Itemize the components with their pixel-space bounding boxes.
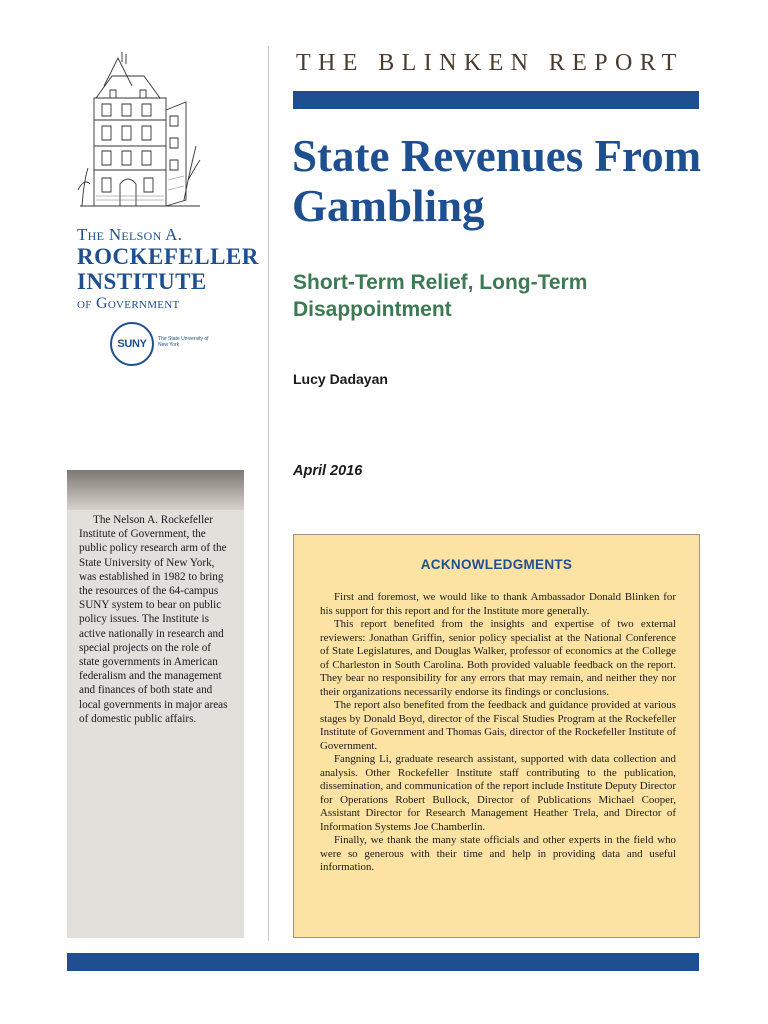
suny-tagline: The State University of New York bbox=[158, 336, 209, 348]
acknowledgments-heading: ACKNOWLEDGMENTS bbox=[420, 557, 573, 572]
acknowledgments-paragraph: Fangning Li, graduate research assistant, supported with data collection and analysis. Other Rockefeller Institute staff contributing to the publication, dissemination, and communication of the report include Institute Deputy Director for Operations Robert Bullock, Director of Publications Michael Cooper, Assistant Director for Research Management Heather Trela, and Director of Information Systems Joe Chamberlin. bbox=[320, 753, 676, 833]
suny-logo-text: SUNY bbox=[117, 338, 147, 350]
series-title: THE BLINKEN REPORT bbox=[296, 50, 684, 76]
series-title-bar bbox=[293, 91, 699, 109]
acknowledgments-paragraph: Finally, we thank the many state officials and other experts in the field who were so generous with their time and help in providing data and useful information. bbox=[320, 834, 676, 873]
author-name: Lucy Dadayan bbox=[293, 371, 388, 387]
acknowledgments-body bbox=[320, 591, 676, 875]
institute-name bbox=[77, 226, 257, 312]
institute-sidebar bbox=[67, 470, 244, 938]
acknowledgments-paragraph: This report benefited from the insights and expertise of two external reviewers: Jonathan Griffin, senior policy specialist at the National Conference of State Legislatures, and Douglas Walker, professor of economics at the College of Charleston in South Carolina. Both provided valuable feedback on the report. They bear no responsibility for any errors that may remain, and neither they nor their organizations necessarily endorse its findings or conclusions. bbox=[320, 618, 676, 698]
institute-name-line3: INSTITUTE bbox=[77, 269, 207, 294]
institute-name-line4: of Government bbox=[77, 295, 180, 312]
suny-seal-icon bbox=[110, 322, 154, 366]
publication-date: April 2016 bbox=[293, 463, 363, 479]
institute-name-line1: The Nelson A. bbox=[77, 225, 183, 244]
acknowledgments-box bbox=[293, 534, 700, 938]
institute-name-line2: ROCKEFELLER bbox=[77, 244, 259, 269]
column-divider bbox=[268, 46, 269, 941]
report-subtitle: Short-Term Relief, Long-Term Disappointment bbox=[293, 271, 588, 321]
acknowledgments-paragraph: First and foremost, we would like to thank Ambassador Donald Blinken for his support for this report and for the Institute more generally. bbox=[320, 591, 676, 617]
institute-building-illustration bbox=[74, 50, 202, 214]
footer-bar bbox=[67, 953, 699, 971]
sidebar-description: The Nelson A. Rockefeller Institute of Government, the public policy research arm of the State University of New York, was established in 1982 to bring the resources of the 64-campus SUNY system to bear on public policy issues. The Institute is active nationally in research and special projects on the role of state governments in American federalism and the management and finances of both state and local governments in major areas of domestic public affairs. bbox=[79, 514, 228, 725]
acknowledgments-paragraph: The report also benefited from the feedback and guidance provided at various stages by Donald Boyd, director of the Fiscal Studies Program at the Rockefeller Institute of Government and Thomas Gais, director of the Rockefeller Institute of Government. bbox=[320, 699, 676, 752]
report-title: State Revenues From Gambling bbox=[292, 131, 702, 231]
suny-logo bbox=[110, 322, 210, 368]
sidebar-gradient-header bbox=[67, 470, 244, 510]
